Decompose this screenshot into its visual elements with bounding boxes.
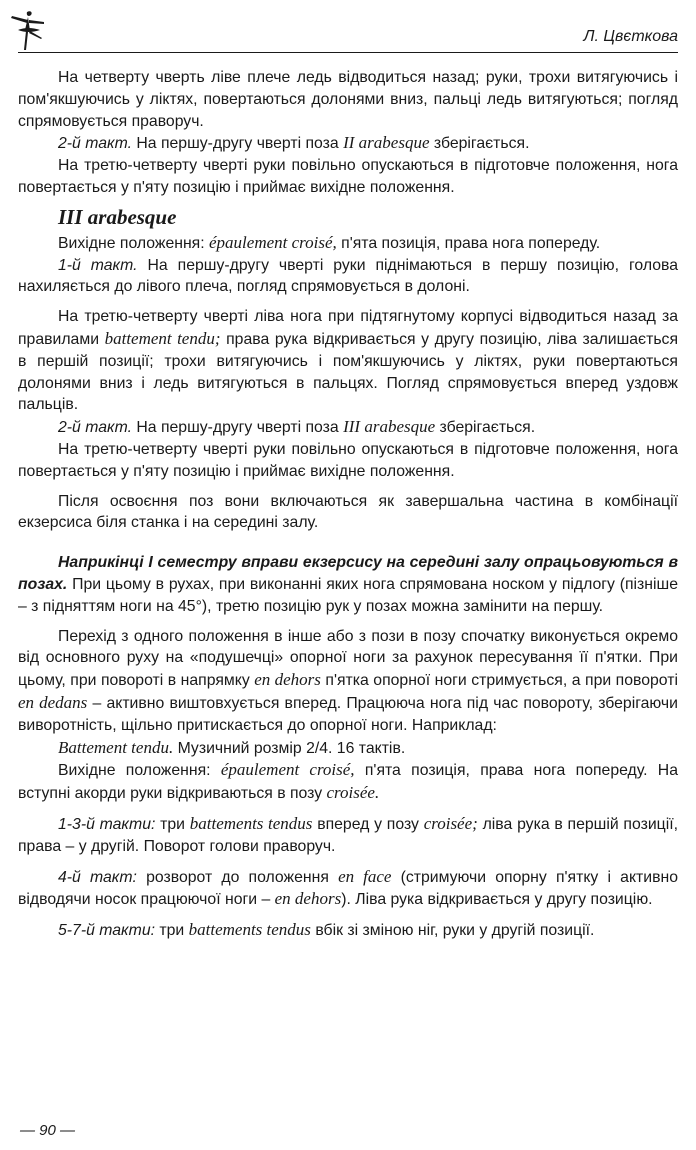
ballet-term: III arabesque <box>343 417 436 437</box>
ballet-term: croisée. <box>326 783 380 803</box>
bar-label: 2-й такт. <box>58 135 132 153</box>
paragraph: На третю-четверту чверті руки повільно опускаються в підготовче положення, нога повертається у п'яту позицію і приймає вихідне положення. <box>18 440 678 480</box>
bar-label: 4-й такт: <box>58 868 137 886</box>
ballet-term: épaulement croisé, <box>209 232 337 252</box>
paragraph: 4-й такт: розворот до положення en face (стримуючи опорну п'ятку і активно відводячи носок працюючої ноги – en dehors). Ліва рука відкривається у другу позицію. <box>18 866 678 909</box>
paragraph: Вихідне положення: épaulement croisé, п'ята позиція, права нога попереду. <box>58 232 601 252</box>
paragraph: На третю-четверту чверті ліва нога при підтягнутому корпусі відводиться назад за правилами battement tendu; права рука відкривається у другу позицію, ліва залишається в першій позиції; трохи витягуючись і пом'якшуючись у ліктях, руки повертаються долонями вниз і ледь витягуються в пальцях. Погляд спрямовується вперед уздовж пальців. <box>18 308 678 414</box>
paragraph: Після освоєння поз вони включаються як завершальна частина в комбінації екзерсиса біля станка і на середині залу. <box>18 492 678 532</box>
bold-lead: Наприкінці І семестру вправи екзерсису на середині залу опрацьовуються в позах. <box>18 554 678 593</box>
ballet-term: épaulement croisé, <box>220 760 355 780</box>
paragraph: 2-й такт. На першу-другу чверті поза II arabesque зберігається. <box>58 133 530 153</box>
ballet-term: battements tendus <box>189 813 313 833</box>
paragraph: На третю-четверту чверті руки повільно опускаються в підготовче положення, нога повертається у п'яту позицію і приймає вихідне положення. <box>18 157 678 196</box>
ballet-term: Battement tendu. <box>58 737 174 757</box>
ballet-term: croisée; <box>423 813 478 833</box>
running-head-author: Л. Цвєткова <box>583 28 678 45</box>
paragraph: 2-й такт. На першу-другу чверті поза III arabesque зберігається. <box>58 417 536 437</box>
paragraph: 5-7-й такти: три battements tendus вбік зі зміною ніг, руки у другій позиції. <box>58 920 595 940</box>
bar-label: 5-7-й такти: <box>58 922 156 940</box>
section-heading: III arabesque <box>58 204 177 229</box>
ballet-term: en dehors <box>274 889 342 909</box>
ballet-term: battement tendu; <box>104 328 221 348</box>
paragraph: Вихідне положення: épaulement croisé, п'ята позиція, права нога попереду. На вступні акорди руки відкриваються в позу croisée. <box>18 760 678 803</box>
ballet-term: battements tendus <box>188 920 311 940</box>
bar-label: 1-3-й такти: <box>58 815 156 833</box>
ballet-term: II arabesque <box>343 133 430 153</box>
bar-label: 2-й такт. <box>58 419 132 437</box>
paragraph: 1-3-й такти: три battements tendus вперед у позу croisée; ліва рука в першій позиції, права – у другій. Поворот голови праворуч. <box>18 813 678 855</box>
paragraph: Battement tendu. Музичний розмір 2/4. 16 тактів. <box>58 737 406 757</box>
header-rule <box>18 52 678 53</box>
ballet-term: en dedans <box>18 692 88 712</box>
paragraph: 1-й такт. На першу-другу чверті руки піднімаються в першу позицію, голова нахиляється до лівого плеча, погляд спрямовується в долоні. <box>18 256 678 296</box>
page-body <box>18 67 678 942</box>
page-number: — 90 — <box>20 1122 76 1139</box>
paragraph: Наприкінці І семестру вправи екзерсису на середині залу опрацьовуються в позах. При цьому в рухах, при виконанні яких нога спрямована носком у підлогу (пізніше – з підняттям ноги на 45°), третю позицію рук у позах можна замінити на першу. <box>18 554 678 615</box>
paragraph: На четверту чверть ліве плече ледь відводиться назад; руки, трохи витягуючись і пом'якшуючись у ліктях, повертаються долонями вниз, пальці ледь витягуються; погляд спрямовується праворуч. <box>18 69 678 130</box>
ballerina-logo-icon <box>8 8 48 52</box>
page-header <box>8 8 678 52</box>
ballet-term: en face <box>338 866 392 886</box>
ballet-term: en dehors <box>254 670 321 690</box>
paragraph: Перехід з одного положення в інше або з пози в позу спочатку виконується окремо від основного руху на «подушечці» опорної ноги за рахунок пересування її п'ятки. При цьому, при повороті в напрямку en dehors п'ятка опорної ноги стримується, а при повороті en dedans – активно виштовхується вперед. Працююча нога під час повороту, зберігаючи виворотність, щільно притискається до опорної ноги. Наприклад: <box>18 627 678 734</box>
bar-label: 1-й такт. <box>58 256 138 274</box>
